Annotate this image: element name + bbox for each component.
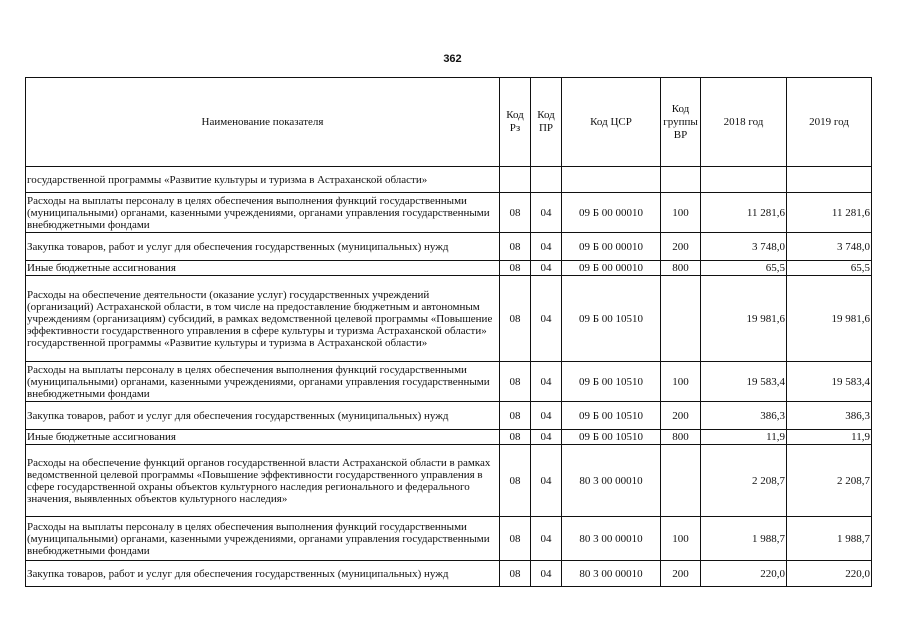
table-row — [26, 402, 872, 430]
table-row — [26, 445, 872, 517]
table-row — [26, 430, 872, 445]
row-csr: 09 Б 00 10510 — [562, 362, 661, 402]
row-vr: 200 — [661, 233, 701, 261]
row-pr: 04 — [531, 362, 562, 402]
row-pr: 04 — [531, 261, 562, 276]
row-csr: 09 Б 00 00010 — [562, 233, 661, 261]
table-row — [26, 233, 872, 261]
row-rz: 08 — [500, 362, 531, 402]
row-csr — [562, 167, 661, 193]
row-name: государственной программы «Развитие культуры и туризма в Астраханской области» — [26, 167, 500, 193]
row-rz: 08 — [500, 233, 531, 261]
row-pr: 04 — [531, 276, 562, 362]
row-2018: 11,9 — [701, 430, 787, 445]
row-name: Расходы на выплаты персоналу в целях обеспечения выполнения функций государственными (муниципальными) органами, казенными учреждениями, органами управления государственными внебюджетными фондами — [26, 517, 500, 561]
row-rz: 08 — [500, 517, 531, 561]
row-csr: 80 3 00 00010 — [562, 517, 661, 561]
row-2018: 1 988,7 — [701, 517, 787, 561]
row-csr: 80 3 00 00010 — [562, 561, 661, 587]
row-pr — [531, 167, 562, 193]
row-rz: 08 — [500, 276, 531, 362]
table-row — [26, 362, 872, 402]
row-vr: 200 — [661, 402, 701, 430]
row-name: Закупка товаров, работ и услуг для обеспечения государственных (муниципальных) нужд — [26, 561, 500, 587]
row-name: Расходы на выплаты персоналу в целях обеспечения выполнения функций государственными (муниципальными) органами, казенными учреждениями, органами управления государственными внебюджетными фондами — [26, 193, 500, 233]
row-csr: 80 3 00 00010 — [562, 445, 661, 517]
row-2018: 19 981,6 — [701, 276, 787, 362]
row-csr: 09 Б 00 10510 — [562, 276, 661, 362]
row-csr: 09 Б 00 00010 — [562, 261, 661, 276]
row-name: Расходы на выплаты персоналу в целях обеспечения выполнения функций государственными (муниципальными) органами, казенными учреждениями, органами управления государственными внебюджетными фондами — [26, 362, 500, 402]
row-2018: 65,5 — [701, 261, 787, 276]
row-csr: 09 Б 00 00010 — [562, 193, 661, 233]
row-2019: 1 988,7 — [787, 517, 872, 561]
row-rz: 08 — [500, 402, 531, 430]
header-vr: Код группы ВР — [661, 78, 701, 167]
row-rz: 08 — [500, 561, 531, 587]
row-vr: 100 — [661, 517, 701, 561]
header-2019: 2019 год — [787, 78, 872, 167]
row-2018: 3 748,0 — [701, 233, 787, 261]
row-pr: 04 — [531, 402, 562, 430]
row-2019: 11 281,6 — [787, 193, 872, 233]
table-row — [26, 261, 872, 276]
row-2018: 386,3 — [701, 402, 787, 430]
row-2018: 19 583,4 — [701, 362, 787, 402]
row-pr: 04 — [531, 561, 562, 587]
header-pr: Код ПР — [531, 78, 562, 167]
row-pr: 04 — [531, 430, 562, 445]
row-name: Иные бюджетные ассигнования — [26, 430, 500, 445]
row-2019: 19 583,4 — [787, 362, 872, 402]
row-vr — [661, 445, 701, 517]
row-2018: 2 208,7 — [701, 445, 787, 517]
table-row — [26, 276, 872, 362]
row-rz: 08 — [500, 430, 531, 445]
row-rz: 08 — [500, 445, 531, 517]
row-pr: 04 — [531, 445, 562, 517]
header-row — [26, 78, 872, 167]
row-2019: 65,5 — [787, 261, 872, 276]
header-name: Наименование показателя — [26, 78, 500, 167]
table-row — [26, 561, 872, 587]
row-vr: 100 — [661, 193, 701, 233]
table-row — [26, 167, 872, 193]
row-name: Закупка товаров, работ и услуг для обеспечения государственных (муниципальных) нужд — [26, 233, 500, 261]
row-rz: 08 — [500, 193, 531, 233]
row-pr: 04 — [531, 193, 562, 233]
row-pr: 04 — [531, 233, 562, 261]
row-name: Расходы на обеспечение функций органов государственной власти Астраханской области в рамках ведомственной целевой программы «Повышение эффективности государственного управления в сфере государственной охраны объектов культурного наследия регионального и федерального значения, выявленных объектов культурного наследия» — [26, 445, 500, 517]
row-name: Иные бюджетные ассигнования — [26, 261, 500, 276]
table-row — [26, 517, 872, 561]
row-name: Закупка товаров, работ и услуг для обеспечения государственных (муниципальных) нужд — [26, 402, 500, 430]
row-vr: 800 — [661, 261, 701, 276]
row-2019: 3 748,0 — [787, 233, 872, 261]
row-csr: 09 Б 00 10510 — [562, 430, 661, 445]
table-row — [26, 193, 872, 233]
row-vr — [661, 276, 701, 362]
row-2019: 11,9 — [787, 430, 872, 445]
budget-table — [25, 77, 872, 587]
row-vr: 100 — [661, 362, 701, 402]
row-2019 — [787, 167, 872, 193]
row-pr: 04 — [531, 517, 562, 561]
row-2019: 19 981,6 — [787, 276, 872, 362]
row-2019: 2 208,7 — [787, 445, 872, 517]
row-rz: 08 — [500, 261, 531, 276]
header-csr: Код ЦСР — [562, 78, 661, 167]
row-2018: 220,0 — [701, 561, 787, 587]
row-vr: 800 — [661, 430, 701, 445]
row-2019: 386,3 — [787, 402, 872, 430]
row-name: Расходы на обеспечение деятельности (оказание услуг) государственных учреждений (организаций) Астраханской области, в том числе на предоставление бюджетным и автономным учреждениям (организациям) субсидий, в рамках ведомственной целевой программы «Повышение эффективности государственного управления в сфере культуры и туризма Астраханской области» государственной программы «Развитие культуры и туризма в Астраханской области» — [26, 276, 500, 362]
row-csr: 09 Б 00 10510 — [562, 402, 661, 430]
row-2018: 11 281,6 — [701, 193, 787, 233]
row-vr — [661, 167, 701, 193]
header-2018: 2018 год — [701, 78, 787, 167]
page-number: 362 — [443, 53, 462, 65]
row-vr: 200 — [661, 561, 701, 587]
row-2019: 220,0 — [787, 561, 872, 587]
row-2018 — [701, 167, 787, 193]
row-rz — [500, 167, 531, 193]
header-rz: Код Рз — [500, 78, 531, 167]
